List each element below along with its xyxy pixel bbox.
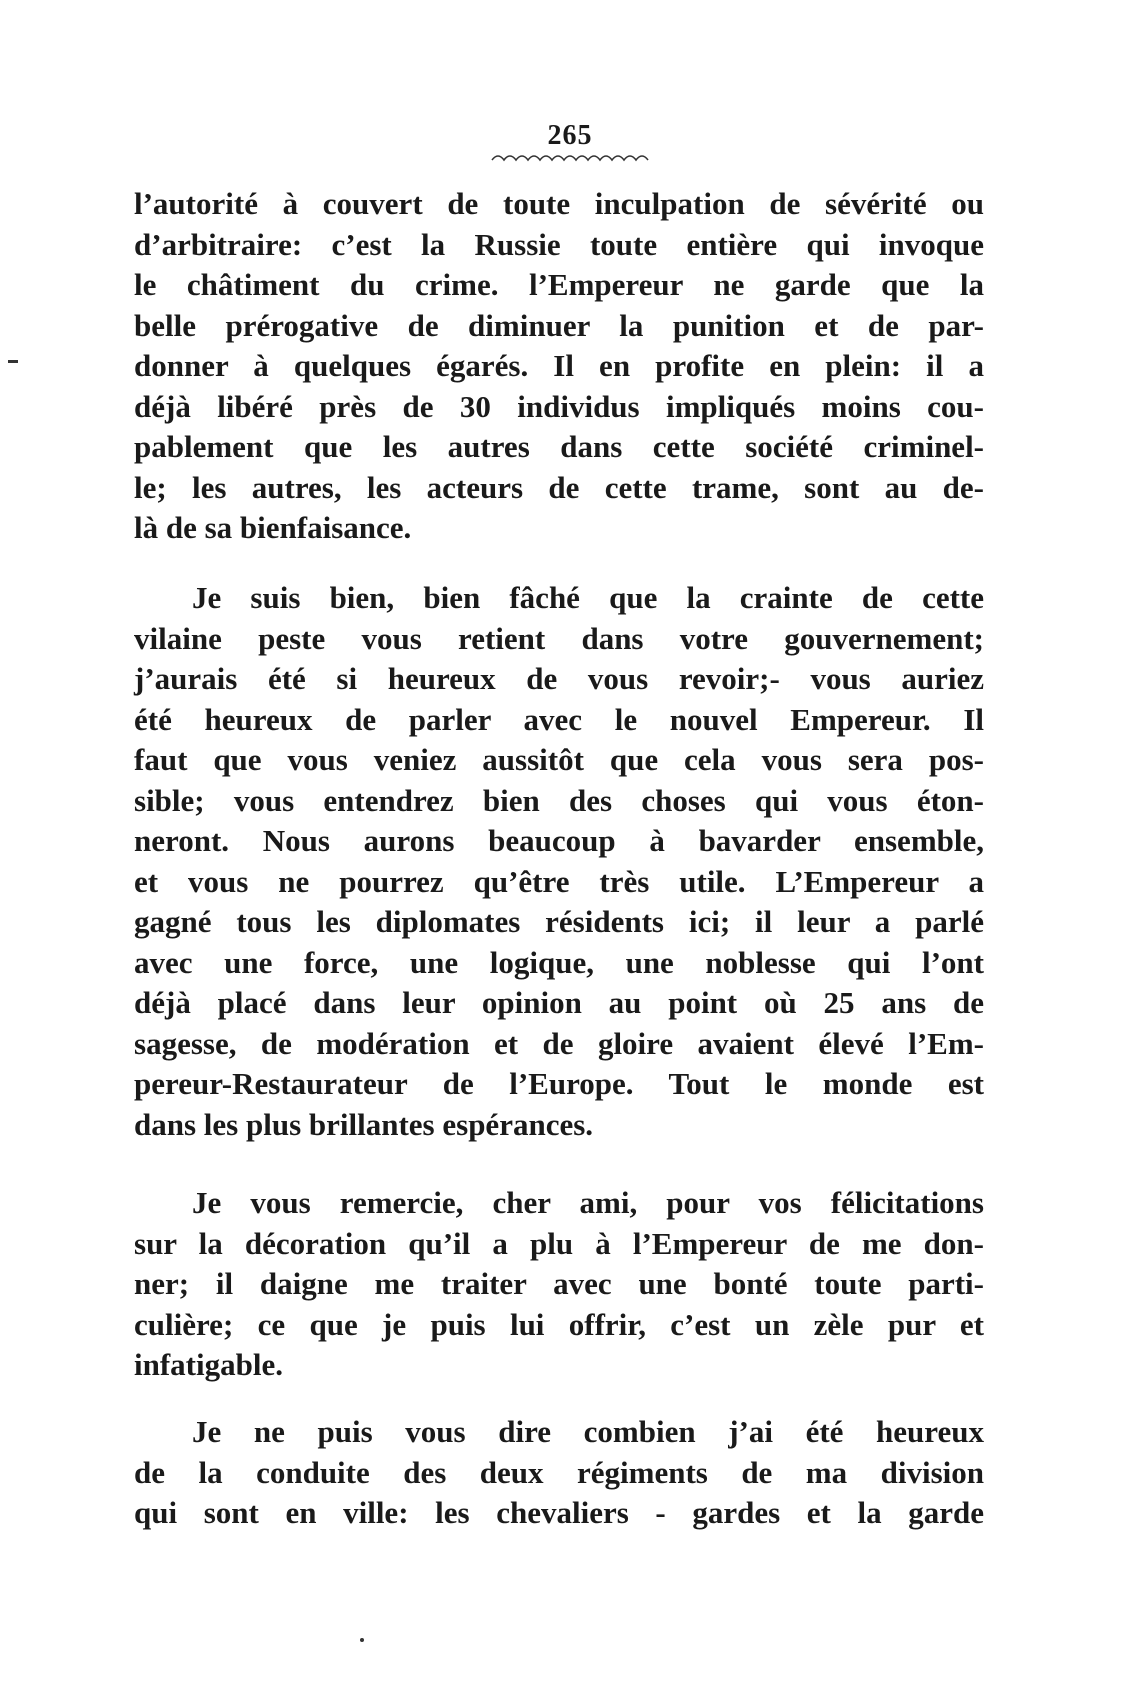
text-line: faut que vous veniez aussitôt que cela vous sera pos- xyxy=(134,742,984,777)
text-line: été heureux de parler avec le nouvel Empereur. Il xyxy=(134,701,984,737)
text-line: pereur-Restaurateur de l’Europe. Tout le monde est xyxy=(134,1066,984,1101)
text-line: dans les plus brillantes espérances. xyxy=(134,1106,594,1142)
text-line: Je vous remercie, cher ami, pour vos félicitations xyxy=(192,1185,984,1220)
text-line: gagné tous les diplomates résidents ici; il leur a parlé xyxy=(134,904,984,939)
paragraph xyxy=(134,578,984,1145)
ornament-divider xyxy=(490,150,650,164)
text-line: infatigable. xyxy=(134,1347,283,1382)
text-line: pablement que les autres dans cette société criminel- xyxy=(134,429,984,464)
text-line: là de sa bienfaisance. xyxy=(134,510,412,545)
text-line: qui sont en ville: les chevaliers - gardes et la garde xyxy=(134,1495,984,1530)
text-line: culière; ce que je puis lui offrir, c’est un zèle pur et xyxy=(134,1306,984,1342)
margin-mark xyxy=(8,360,18,363)
text-line: donner à quelques égarés. Il en profite en plein: il a xyxy=(134,348,984,383)
text-line: sur la décoration qu’il a plu à l’Empereur de me don- xyxy=(134,1225,984,1261)
text-line: sible; vous entendrez bien des choses qui vous éton- xyxy=(134,782,984,818)
text-line: le; les autres, les acteurs de cette trame, sont au de- xyxy=(134,469,984,505)
text-line: Je suis bien, bien fâché que la crainte de cette xyxy=(192,580,984,615)
text-line: neront. Nous aurons beaucoup à bavarder ensemble, xyxy=(134,823,984,858)
text-line: sagesse, de modération et de gloire avaient élevé l’Em- xyxy=(134,1025,984,1061)
paragraph xyxy=(134,1412,984,1534)
text-line: ner; il daigne me traiter avec une bonté toute parti- xyxy=(134,1266,984,1301)
text-line: de la conduite des deux régiments de ma division xyxy=(134,1454,984,1490)
text-line: j’aurais été si heureux de vous revoir;- vous auriez xyxy=(134,661,984,696)
text-line: d’arbitraire: c’est la Russie toute entière qui invoque xyxy=(134,226,984,262)
text-line: déjà placé dans leur opinion au point où 25 ans de xyxy=(134,985,984,1020)
margin-mark xyxy=(360,1638,364,1642)
text-line: déjà libéré près de 30 individus impliqués moins cou- xyxy=(134,388,984,424)
paragraph xyxy=(134,184,984,549)
page-number: 265 xyxy=(547,120,593,151)
text-line: Je ne puis vous dire combien j’ai été heureux xyxy=(192,1414,984,1449)
text-line: l’autorité à couvert de toute inculpation de sévérité ou xyxy=(134,186,984,221)
paragraph xyxy=(134,1183,984,1386)
text-line: avec une force, une logique, une noblesse qui l’ont xyxy=(134,944,984,980)
text-line: belle prérogative de diminuer la punition et de par- xyxy=(134,307,984,343)
text-line: le châtiment du crime. l’Empereur ne garde que la xyxy=(134,267,984,302)
text-line: vilaine peste vous retient dans votre gouvernement; xyxy=(134,620,984,656)
text-line: et vous ne pourrez qu’être très utile. L’Empereur a xyxy=(134,863,984,899)
